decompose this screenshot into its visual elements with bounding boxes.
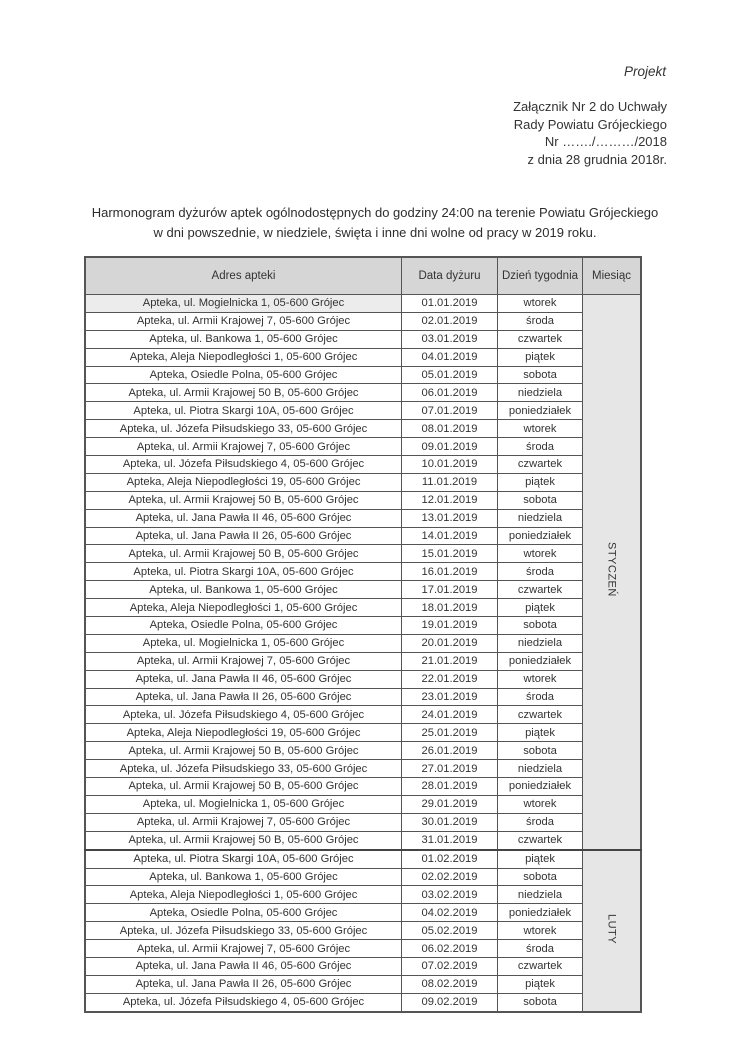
address-cell: Apteka, ul. Mogielnicka 1, 05-600 Grójec <box>85 295 402 313</box>
date-cell: 31.01.2019 <box>402 831 498 849</box>
date-cell: 10.01.2019 <box>402 456 498 474</box>
column-header-weekday: Dzień tygodnia <box>498 257 583 295</box>
address-cell: Apteka, ul. Piotra Skargi 10A, 05-600 Grójec <box>85 563 402 581</box>
table-row <box>85 473 641 491</box>
month-label: STYCZEŃ <box>605 542 618 598</box>
weekday-cell: poniedziałek <box>498 402 583 420</box>
weekday-cell: środa <box>498 438 583 456</box>
table-row <box>85 438 641 456</box>
weekday-cell: piątek <box>498 473 583 491</box>
date-cell: 03.02.2019 <box>402 886 498 904</box>
table-row <box>85 922 641 940</box>
table-row <box>85 545 641 563</box>
column-header-month: Miesiąc <box>583 257 642 295</box>
month-label: LUTY <box>605 913 618 944</box>
address-cell: Apteka, Aleja Niepodległości 1, 05-600 Grójec <box>85 599 402 617</box>
table-row <box>85 778 641 796</box>
address-cell: Apteka, ul. Armii Krajowej 50 B, 05-600 Grójec <box>85 778 402 796</box>
date-cell: 27.01.2019 <box>402 760 498 778</box>
date-cell: 05.02.2019 <box>402 922 498 940</box>
weekday-cell: sobota <box>498 491 583 509</box>
date-cell: 15.01.2019 <box>402 545 498 563</box>
address-cell: Apteka, ul. Bankowa 1, 05-600 Grójec <box>85 581 402 599</box>
column-header-address: Adres apteki <box>85 257 402 295</box>
address-cell: Apteka, ul. Józefa Piłsudskiego 4, 05-600 Grójec <box>85 706 402 724</box>
address-cell: Apteka, Aleja Niepodległości 19, 05-600 Grójec <box>85 724 402 742</box>
table-row <box>85 348 641 366</box>
weekday-cell: wtorek <box>498 922 583 940</box>
date-cell: 02.01.2019 <box>402 312 498 330</box>
table-row <box>85 456 641 474</box>
table-row <box>85 491 641 509</box>
weekday-cell: poniedziałek <box>498 904 583 922</box>
table-row <box>85 904 641 922</box>
weekday-cell: piątek <box>498 724 583 742</box>
address-cell: Apteka, ul. Mogielnicka 1, 05-600 Grójec <box>85 795 402 813</box>
weekday-cell: wtorek <box>498 420 583 438</box>
address-cell: Apteka, ul. Armii Krajowej 50 B, 05-600 Grójec <box>85 545 402 563</box>
table-row <box>85 634 641 652</box>
date-cell: 29.01.2019 <box>402 795 498 813</box>
table-row <box>85 742 641 760</box>
table-row <box>85 724 641 742</box>
document-status: Projekt <box>623 64 666 79</box>
table-row <box>85 975 641 993</box>
table-body <box>85 295 641 1012</box>
address-cell: Apteka, ul. Armii Krajowej 50 B, 05-600 Grójec <box>85 491 402 509</box>
date-cell: 12.01.2019 <box>402 491 498 509</box>
weekday-cell: czwartek <box>498 456 583 474</box>
address-cell: Apteka, ul. Jana Pawła II 46, 05-600 Grójec <box>85 670 402 688</box>
weekday-cell: czwartek <box>498 831 583 849</box>
date-cell: 18.01.2019 <box>402 599 498 617</box>
table-row <box>85 312 641 330</box>
table-row <box>85 957 641 975</box>
weekday-cell: sobota <box>498 993 583 1011</box>
month-cell <box>583 850 642 1012</box>
address-cell: Apteka, ul. Bankowa 1, 05-600 Grójec <box>85 330 402 348</box>
date-cell: 26.01.2019 <box>402 742 498 760</box>
address-cell: Apteka, ul. Jana Pawła II 26, 05-600 Grójec <box>85 688 402 706</box>
weekday-cell: wtorek <box>498 545 583 563</box>
table-row <box>85 563 641 581</box>
table-row <box>85 688 641 706</box>
table-row <box>85 993 641 1011</box>
table-row <box>85 831 641 849</box>
date-cell: 25.01.2019 <box>402 724 498 742</box>
date-cell: 04.02.2019 <box>402 904 498 922</box>
address-cell: Apteka, ul. Mogielnicka 1, 05-600 Grójec <box>85 634 402 652</box>
weekday-cell: niedziela <box>498 509 583 527</box>
pharmacy-schedule-table <box>84 256 642 1013</box>
address-cell: Apteka, Aleja Niepodległości 1, 05-600 Grójec <box>85 348 402 366</box>
weekday-cell: poniedziałek <box>498 778 583 796</box>
table-row <box>85 886 641 904</box>
date-cell: 20.01.2019 <box>402 634 498 652</box>
table-row <box>85 295 641 313</box>
address-cell: Apteka, Osiedle Polna, 05-600 Grójec <box>85 366 402 384</box>
weekday-cell: środa <box>498 813 583 831</box>
resolution-header <box>513 98 667 168</box>
weekday-cell: niedziela <box>498 886 583 904</box>
table-row <box>85 599 641 617</box>
address-cell: Apteka, ul. Armii Krajowej 7, 05-600 Grójec <box>85 652 402 670</box>
address-cell: Apteka, ul. Józefa Piłsudskiego 33, 05-600 Grójec <box>85 760 402 778</box>
title-line-2: w dni powszednie, w niedziele, święta i inne dni wolne od pracy w 2019 roku. <box>153 225 597 240</box>
table-row <box>85 420 641 438</box>
weekday-cell: czwartek <box>498 330 583 348</box>
address-cell: Apteka, ul. Armii Krajowej 7, 05-600 Grójec <box>85 813 402 831</box>
weekday-cell: sobota <box>498 366 583 384</box>
date-cell: 17.01.2019 <box>402 581 498 599</box>
date-cell: 16.01.2019 <box>402 563 498 581</box>
header-line: Rady Powiatu Grójeckiego <box>513 116 667 132</box>
date-cell: 24.01.2019 <box>402 706 498 724</box>
date-cell: 04.01.2019 <box>402 348 498 366</box>
date-cell: 01.01.2019 <box>402 295 498 313</box>
weekday-cell: poniedziałek <box>498 652 583 670</box>
date-cell: 07.02.2019 <box>402 957 498 975</box>
weekday-cell: poniedziałek <box>498 527 583 545</box>
weekday-cell: wtorek <box>498 795 583 813</box>
document-title <box>40 203 710 243</box>
weekday-cell: czwartek <box>498 706 583 724</box>
address-cell: Apteka, ul. Armii Krajowej 50 B, 05-600 Grójec <box>85 831 402 849</box>
month-cell <box>583 295 642 850</box>
address-cell: Apteka, ul. Józefa Piłsudskiego 4, 05-600 Grójec <box>85 993 402 1011</box>
date-cell: 03.01.2019 <box>402 330 498 348</box>
address-cell: Apteka, Aleja Niepodległości 1, 05-600 Grójec <box>85 886 402 904</box>
table-header-row <box>85 257 641 295</box>
table-row <box>85 652 641 670</box>
date-cell: 05.01.2019 <box>402 366 498 384</box>
address-cell: Apteka, ul. Jana Pawła II 46, 05-600 Grójec <box>85 509 402 527</box>
date-cell: 23.01.2019 <box>402 688 498 706</box>
address-cell: Apteka, ul. Armii Krajowej 7, 05-600 Grójec <box>85 940 402 958</box>
header-line: Nr ……./………/2018 <box>544 134 667 149</box>
address-cell: Apteka, ul. Józefa Piłsudskiego 33, 05-600 Grójec <box>85 420 402 438</box>
weekday-cell: środa <box>498 312 583 330</box>
weekday-cell: piątek <box>498 850 583 868</box>
date-cell: 08.01.2019 <box>402 420 498 438</box>
date-cell: 02.02.2019 <box>402 868 498 886</box>
weekday-cell: niedziela <box>498 634 583 652</box>
weekday-cell: środa <box>498 563 583 581</box>
date-cell: 22.01.2019 <box>402 670 498 688</box>
date-cell: 11.01.2019 <box>402 473 498 491</box>
weekday-cell: piątek <box>498 975 583 993</box>
table-row <box>85 850 641 868</box>
date-cell: 30.01.2019 <box>402 813 498 831</box>
table-row <box>85 617 641 635</box>
date-cell: 09.02.2019 <box>402 993 498 1011</box>
date-cell: 06.02.2019 <box>402 940 498 958</box>
weekday-cell: wtorek <box>498 670 583 688</box>
address-cell: Apteka, ul. Piotra Skargi 10A, 05-600 Grójec <box>85 402 402 420</box>
table-row <box>85 813 641 831</box>
weekday-cell: niedziela <box>498 384 583 402</box>
table-row <box>85 868 641 886</box>
address-cell: Apteka, ul. Bankowa 1, 05-600 Grójec <box>85 868 402 886</box>
weekday-cell: sobota <box>498 868 583 886</box>
table-row <box>85 402 641 420</box>
address-cell: Apteka, ul. Jana Pawła II 26, 05-600 Grójec <box>85 975 402 993</box>
weekday-cell: czwartek <box>498 581 583 599</box>
table-row <box>85 760 641 778</box>
table-row <box>85 581 641 599</box>
table-row <box>85 670 641 688</box>
weekday-cell: niedziela <box>498 760 583 778</box>
table-row <box>85 509 641 527</box>
table-row <box>85 940 641 958</box>
weekday-cell: piątek <box>498 599 583 617</box>
header-line: z dnia 28 grudnia 2018r. <box>527 151 667 167</box>
date-cell: 14.01.2019 <box>402 527 498 545</box>
date-cell: 01.02.2019 <box>402 850 498 868</box>
table-row <box>85 366 641 384</box>
title-line-1: Harmonogram dyżurów aptek ogólnodostępnych do godziny 24:00 na terenie Powiatu Grójeckiego <box>91 205 659 220</box>
date-cell: 21.01.2019 <box>402 652 498 670</box>
address-cell: Apteka, ul. Józefa Piłsudskiego 33, 05-600 Grójec <box>85 922 402 940</box>
weekday-cell: wtorek <box>498 295 583 313</box>
address-cell: Apteka, ul. Armii Krajowej 7, 05-600 Grójec <box>85 438 402 456</box>
date-cell: 13.01.2019 <box>402 509 498 527</box>
weekday-cell: piątek <box>498 348 583 366</box>
table-row <box>85 527 641 545</box>
table-row <box>85 330 641 348</box>
weekday-cell: sobota <box>498 617 583 635</box>
date-cell: 09.01.2019 <box>402 438 498 456</box>
column-header-date: Data dyżuru <box>402 257 498 295</box>
table-row <box>85 384 641 402</box>
table-row <box>85 706 641 724</box>
address-cell: Apteka, ul. Armii Krajowej 50 B, 05-600 Grójec <box>85 742 402 760</box>
address-cell: Apteka, ul. Armii Krajowej 7, 05-600 Grójec <box>85 312 402 330</box>
address-cell: Apteka, Osiedle Polna, 05-600 Grójec <box>85 904 402 922</box>
date-cell: 19.01.2019 <box>402 617 498 635</box>
weekday-cell: środa <box>498 940 583 958</box>
weekday-cell: czwartek <box>498 957 583 975</box>
address-cell: Apteka, ul. Piotra Skargi 10A, 05-600 Grójec <box>85 850 402 868</box>
weekday-cell: środa <box>498 688 583 706</box>
header-line: Załącznik Nr 2 do Uchwały <box>513 99 667 114</box>
table-row <box>85 795 641 813</box>
date-cell: 06.01.2019 <box>402 384 498 402</box>
address-cell: Apteka, ul. Jana Pawła II 26, 05-600 Grójec <box>85 527 402 545</box>
date-cell: 08.02.2019 <box>402 975 498 993</box>
date-cell: 07.01.2019 <box>402 402 498 420</box>
weekday-cell: sobota <box>498 742 583 760</box>
date-cell: 28.01.2019 <box>402 778 498 796</box>
address-cell: Apteka, ul. Józefa Piłsudskiego 4, 05-600 Grójec <box>85 456 402 474</box>
address-cell: Apteka, ul. Jana Pawła II 46, 05-600 Grójec <box>85 957 402 975</box>
address-cell: Apteka, Osiedle Polna, 05-600 Grójec <box>85 617 402 635</box>
address-cell: Apteka, Aleja Niepodległości 19, 05-600 Grójec <box>85 473 402 491</box>
address-cell: Apteka, ul. Armii Krajowej 50 B, 05-600 Grójec <box>85 384 402 402</box>
